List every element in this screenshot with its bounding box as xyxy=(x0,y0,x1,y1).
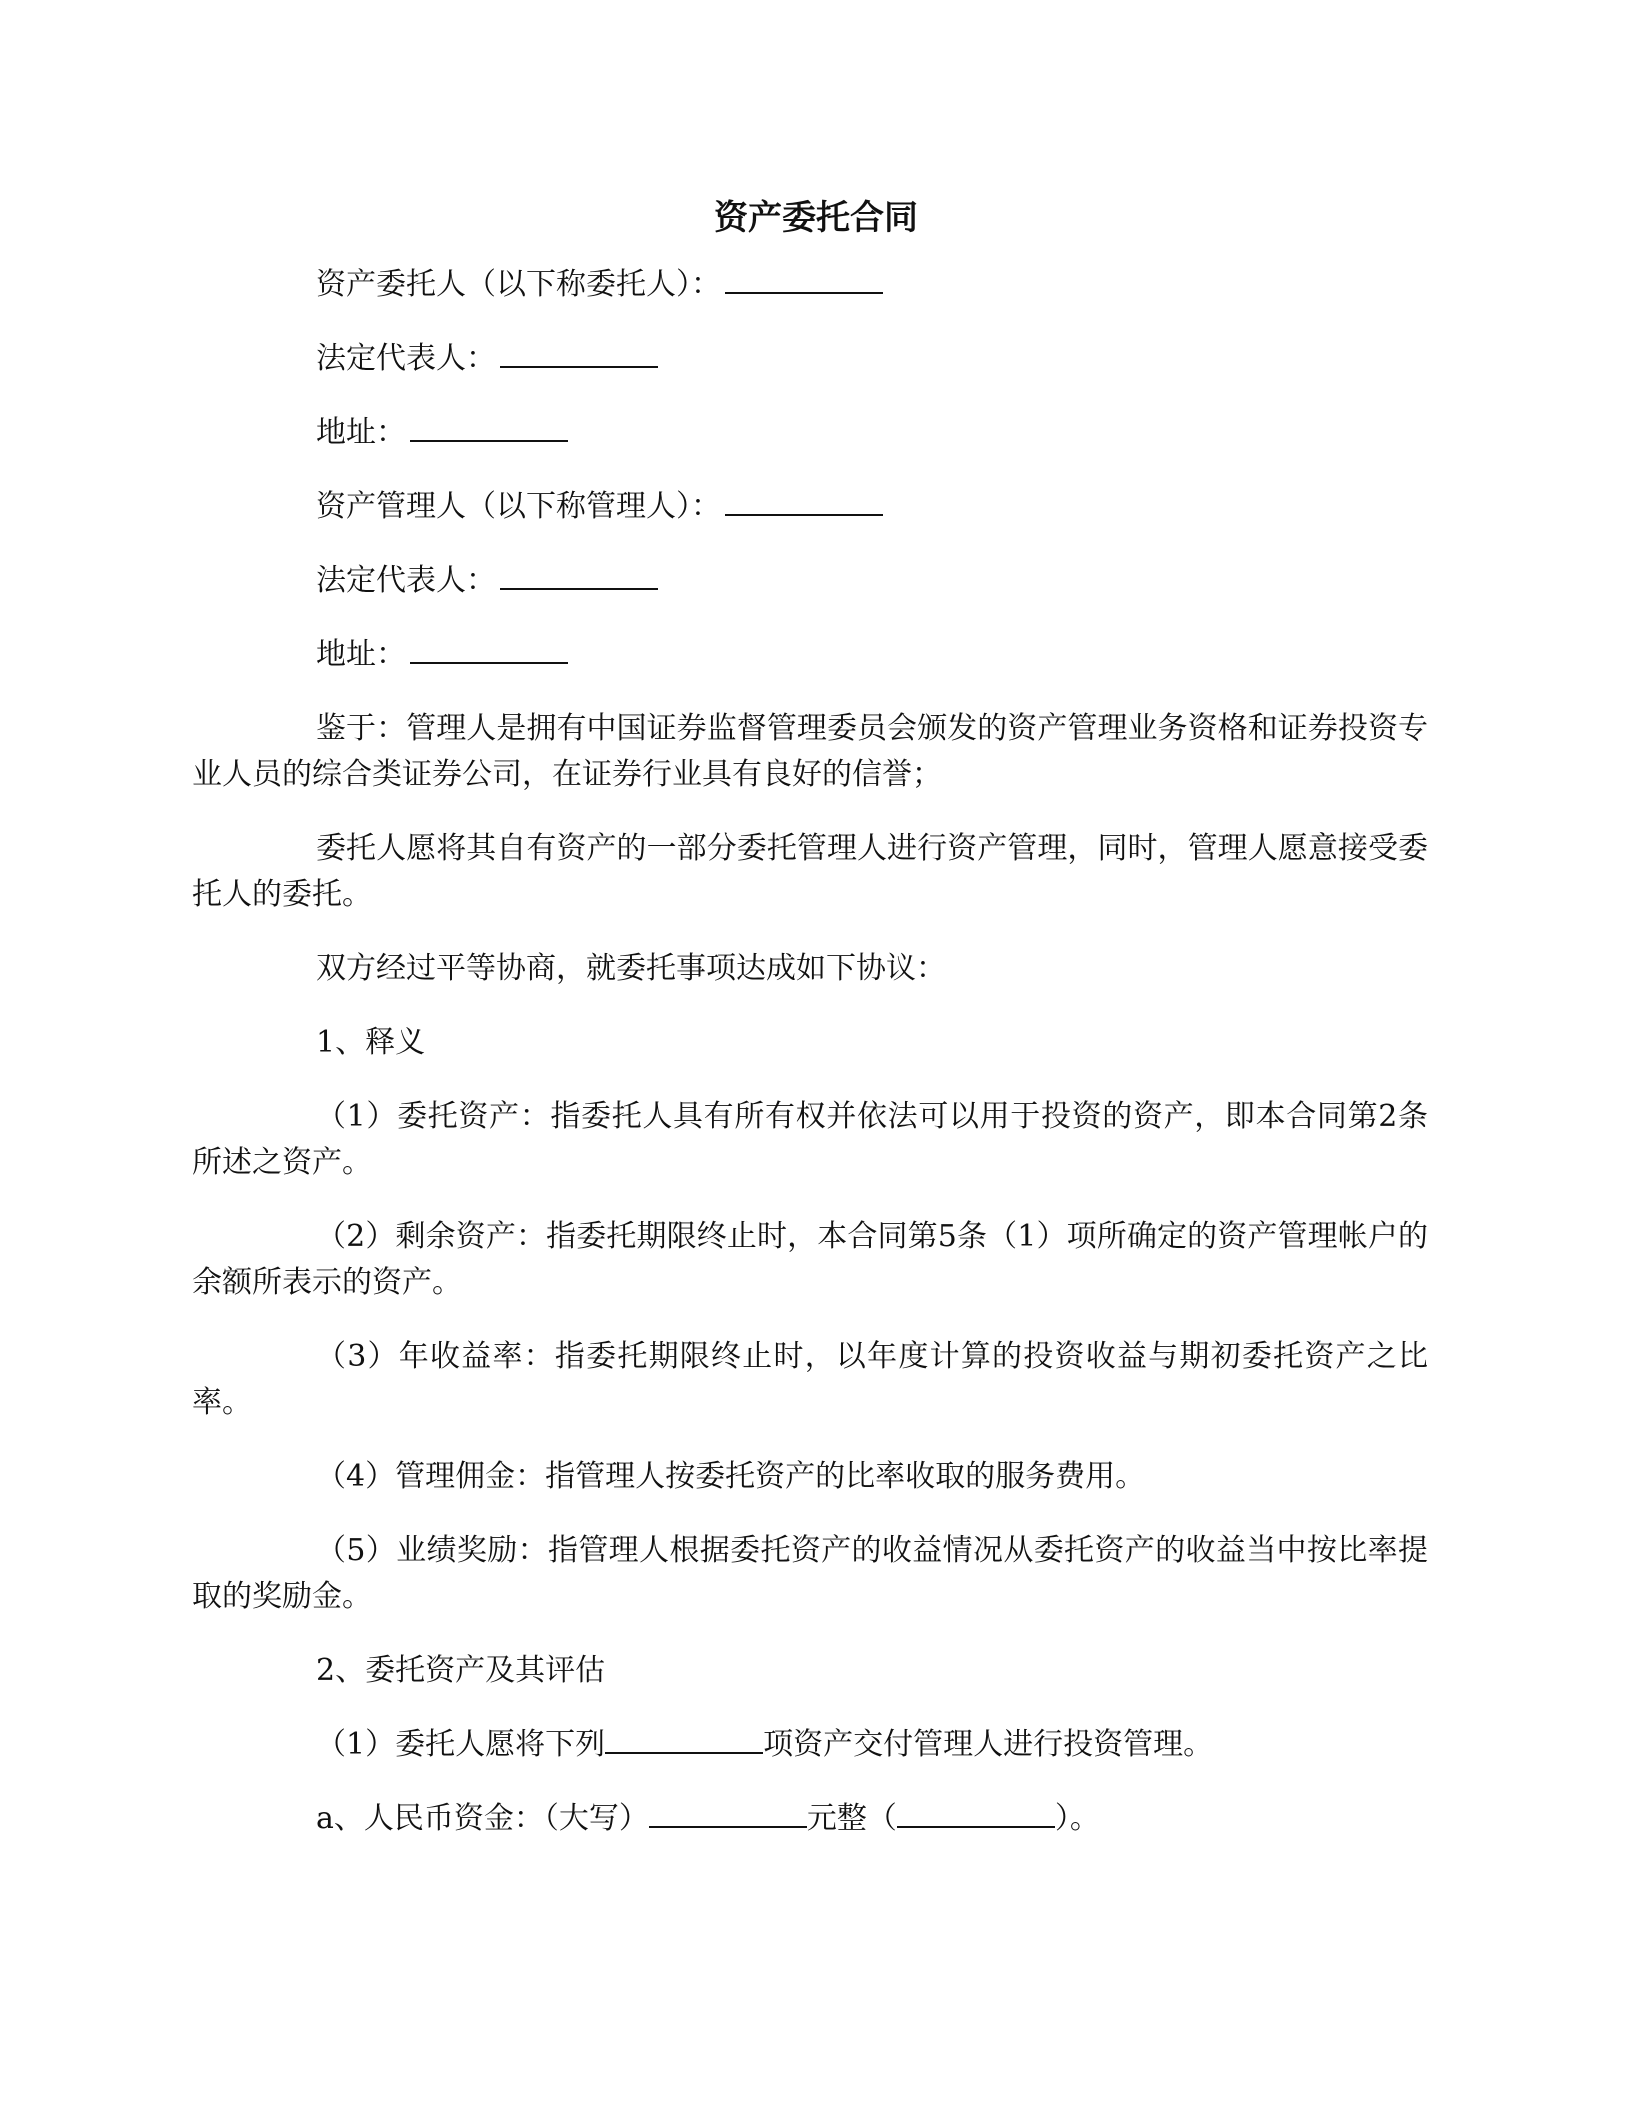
party-line-principal-address xyxy=(316,410,568,456)
asset-item-1-text: 项资产交付管理人进行投资管理。 xyxy=(763,1727,1214,1762)
asset-item-a-text: ）。 xyxy=(1054,1801,1100,1836)
party-line-principal-rep xyxy=(316,336,658,382)
party-line-principal xyxy=(316,262,883,308)
fill-in-blank[interactable] xyxy=(649,1796,807,1828)
recital-paragraph: 双方经过平等协商，就委托事项达成如下协议： xyxy=(316,951,946,986)
fill-in-blank[interactable] xyxy=(897,1796,1055,1828)
party-label: 资产管理人（以下称管理人）： xyxy=(316,489,721,524)
party-line-manager-rep xyxy=(316,558,658,604)
definition-item: （5）业绩奖励：指管理人根据委托资产的收益情况从委托资产的收益当中按比率提取的奖励金。 xyxy=(192,1533,1428,1614)
fill-in-blank[interactable] xyxy=(500,558,658,590)
fill-in-blank[interactable] xyxy=(410,410,568,442)
section-heading: 1、释义 xyxy=(316,1025,426,1060)
definition-item: （1）委托资产：指委托人具有所有权并依法可以用于投资的资产，即本合同第2条所述之资产。 xyxy=(192,1099,1428,1180)
recital-paragraph: 委托人愿将其自有资产的一部分委托管理人进行资产管理，同时，管理人愿意接受委托人的委托。 xyxy=(192,831,1428,912)
recital-paragraph: 鉴于：管理人是拥有中国证券监督管理委员会颁发的资产管理业务资格和证券投资专业人员的综合类证券公司，在证券行业具有良好的信誉； xyxy=(192,711,1428,792)
definition-item: （3）年收益率：指委托期限终止时，以年度计算的投资收益与期初委托资产之比率。 xyxy=(192,1339,1428,1420)
definition-item: （2）剩余资产：指委托期限终止时，本合同第5条（1）项所确定的资产管理帐户的余额所表示的资产。 xyxy=(192,1219,1428,1300)
party-label: 地址： xyxy=(316,415,406,450)
party-label: 法定代表人： xyxy=(316,341,496,376)
party-label: 资产委托人（以下称委托人）： xyxy=(316,267,721,302)
fill-in-blank[interactable] xyxy=(725,262,883,294)
party-line-manager xyxy=(316,484,883,530)
party-line-manager-address xyxy=(316,632,568,678)
definition-item: （4）管理佣金：指管理人按委托资产的比率收取的服务费用。 xyxy=(316,1459,1146,1494)
asset-item-a-label: a、人民币资金：（大写） xyxy=(316,1801,649,1836)
asset-item-1 xyxy=(192,1722,1428,1768)
party-label: 地址： xyxy=(316,637,406,672)
fill-in-blank[interactable] xyxy=(500,336,658,368)
party-label: 法定代表人： xyxy=(316,563,496,598)
document-title: 资产委托合同 xyxy=(714,198,918,238)
asset-item-a xyxy=(192,1796,1428,1842)
fill-in-blank[interactable] xyxy=(410,632,568,664)
asset-item-1-text: （1）委托人愿将下列 xyxy=(316,1727,606,1762)
fill-in-blank[interactable] xyxy=(725,484,883,516)
section-heading: 2、委托资产及其评估 xyxy=(316,1653,606,1688)
fill-in-blank[interactable] xyxy=(605,1722,763,1754)
asset-item-a-text: 元整（ xyxy=(806,1801,897,1836)
